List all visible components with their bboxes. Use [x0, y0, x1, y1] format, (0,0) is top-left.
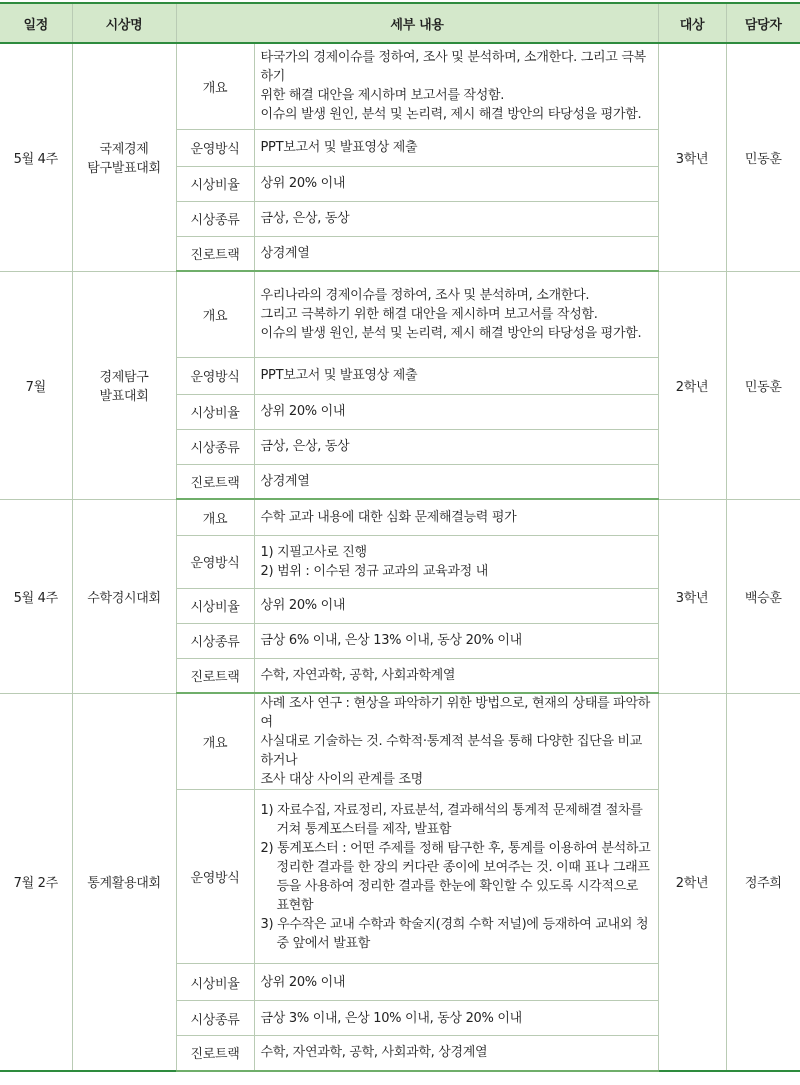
detail-content — [254, 271, 658, 357]
detail-text-line: 사례 조사 연구 : 현상을 파악하기 위한 방법으로, 현재의 상태를 파악하여 — [260, 696, 650, 730]
schedule-cell: 7월 2주 — [0, 693, 72, 1071]
header-manager: 담당자 — [726, 3, 800, 43]
detail-text-line: 상위 20% 이내 — [260, 404, 346, 419]
detail-list-item: 3) 우수작은 교내 수학과 학술지(경희 수학 저널)에 등재하여 교내외 청중 앞에서 발표함 — [260, 916, 649, 951]
detail-content — [254, 394, 658, 429]
detail-label: 시상종류 — [176, 623, 254, 658]
award-name-line: 경제탐구 — [99, 370, 149, 385]
detail-content — [254, 43, 658, 129]
detail-content — [254, 357, 658, 394]
detail-text-line: PPT보고서 및 발표영상 제출 — [260, 368, 418, 383]
detail-content — [254, 790, 658, 964]
award-name-cell — [72, 499, 176, 693]
detail-label: 진로트랙 — [176, 658, 254, 693]
target-cell: 2학년 — [658, 693, 726, 1071]
detail-content — [254, 693, 658, 790]
detail-text-line: 금상 6% 이내, 은상 13% 이내, 동상 20% 이내 — [260, 633, 522, 648]
manager-cell: 정주희 — [726, 693, 800, 1071]
table-row — [0, 43, 800, 129]
detail-content — [254, 535, 658, 588]
detail-text-line: 타국가의 경제이슈를 정하여, 조사 및 분석하며, 소개한다. 그리고 극복하기 — [260, 50, 646, 85]
award-name-line: 국제경제 — [99, 142, 149, 158]
detail-text-line: 상경계열 — [260, 473, 310, 489]
detail-content — [254, 129, 658, 166]
detail-content — [254, 588, 658, 623]
detail-label: 개요 — [176, 43, 254, 129]
detail-text-line: 상위 20% 이내 — [260, 974, 346, 990]
award-name-cell — [72, 693, 176, 1071]
award-name-cell — [72, 43, 176, 271]
detail-text-line: 상경계열 — [260, 245, 310, 261]
detail-text-line: 금상, 은상, 동상 — [260, 439, 350, 454]
detail-label: 시상종류 — [176, 1001, 254, 1036]
manager-cell: 백승훈 — [726, 499, 800, 693]
detail-label: 진로트랙 — [176, 236, 254, 271]
detail-text-line: 수학, 자연과학, 공학, 사회과학, 상경계열 — [260, 1045, 488, 1061]
award-name-cell — [72, 271, 176, 499]
manager-cell: 민동훈 — [726, 43, 800, 271]
detail-content — [254, 964, 658, 1001]
detail-content — [254, 201, 658, 236]
detail-list-item: 2) 통계포스터 : 어떤 주제를 정해 탐구한 후, 통계를 이용하여 분석하고 정리한 결과를 한 장의 커다란 종이에 보여주는 것. 이때 표나 그래프 등을 사용하여 정리한 결과를 한눈에 확인할 수 있도록 시각적으로 표현함 — [260, 840, 651, 913]
schedule-cell: 7월 — [0, 271, 72, 499]
detail-text-line: 상위 20% 이내 — [260, 598, 346, 613]
detail-text-line: PPT보고서 및 발표영상 제출 — [260, 140, 418, 155]
table-row — [0, 499, 800, 535]
detail-content — [254, 658, 658, 693]
detail-label: 시상비율 — [176, 166, 254, 201]
detail-content — [254, 623, 658, 658]
detail-text-line: 수학 교과 내용에 대한 심화 문제해결능력 평가 — [260, 509, 517, 525]
detail-label: 개요 — [176, 499, 254, 535]
detail-label: 개요 — [176, 693, 254, 790]
header-award-name: 시상명 — [72, 3, 176, 43]
header-target: 대상 — [658, 3, 726, 43]
detail-content — [254, 499, 658, 535]
table-row — [0, 693, 800, 790]
award-name-line: 통계활용대회 — [87, 876, 161, 891]
header-row — [0, 3, 800, 43]
table-row — [0, 271, 800, 357]
detail-text-line: 상위 20% 이내 — [260, 176, 346, 191]
header-details: 세부 내용 — [176, 3, 658, 43]
detail-label: 진로트랙 — [176, 1036, 254, 1071]
detail-text-line: 1) 지필고사로 진행 — [260, 544, 367, 560]
award-schedule-table — [0, 2, 800, 1072]
detail-label: 운영방식 — [176, 535, 254, 588]
detail-label: 개요 — [176, 271, 254, 357]
detail-text-line: 사실대로 기술하는 것. 수학적·통계적 분석을 통해 다양한 집단을 비교하거나 — [260, 734, 643, 768]
manager-cell: 민동훈 — [726, 271, 800, 499]
detail-label: 시상종류 — [176, 201, 254, 236]
detail-content — [254, 1036, 658, 1071]
detail-label: 운영방식 — [176, 357, 254, 394]
target-cell: 2학년 — [658, 271, 726, 499]
detail-content — [254, 1001, 658, 1036]
detail-text-line: 2) 범위 : 이수된 정규 교과의 교육과정 내 — [260, 563, 489, 579]
schedule-cell: 5월 4주 — [0, 43, 72, 271]
detail-label: 시상비율 — [176, 964, 254, 1001]
detail-label: 진로트랙 — [176, 464, 254, 499]
detail-content — [254, 166, 658, 201]
detail-text-line: 수학, 자연과학, 공학, 사회과학계열 — [260, 667, 456, 683]
detail-text-line: 위한 해결 대안을 제시하며 보고서를 작성함. — [260, 88, 505, 104]
award-name-line: 수학경시대회 — [87, 590, 161, 606]
detail-list-item: 1) 자료수집, 자료정리, 자료분석, 결과해석의 통계적 문제해결 절차를 거쳐 통계포스터를 제작, 발표함 — [260, 802, 643, 837]
detail-text-line: 이슈의 발생 원인, 분석 및 논리력, 제시 해결 방안의 타당성을 평가함. — [260, 325, 642, 341]
detail-content — [254, 429, 658, 464]
detail-content — [254, 464, 658, 499]
detail-text-line: 조사 대상 사이의 관계를 조명 — [260, 772, 423, 787]
detail-text-line: 금상, 은상, 동상 — [260, 211, 350, 226]
header-schedule: 일정 — [0, 3, 72, 43]
schedule-cell: 5월 4주 — [0, 499, 72, 693]
award-name-line: 발표대회 — [99, 389, 149, 404]
detail-label: 시상비율 — [176, 588, 254, 623]
target-cell: 3학년 — [658, 43, 726, 271]
detail-text-line: 그리고 극복하기 위한 해결 대안을 제시하며 보고서를 작성함. — [260, 306, 598, 322]
detail-label: 시상비율 — [176, 394, 254, 429]
detail-text-line: 금상 3% 이내, 은상 10% 이내, 동상 20% 이내 — [260, 1010, 522, 1026]
detail-label: 운영방식 — [176, 790, 254, 964]
award-name-line: 탐구발표대회 — [87, 161, 161, 177]
detail-text-line: 이슈의 발생 원인, 분석 및 논리력, 제시 해결 방안의 타당성을 평가함. — [260, 107, 642, 123]
detail-label: 시상종류 — [176, 429, 254, 464]
detail-label: 운영방식 — [176, 129, 254, 166]
target-cell: 3학년 — [658, 499, 726, 693]
detail-text-line: 우리나라의 경제이슈를 정하여, 조사 및 분석하며, 소개한다. — [260, 287, 590, 303]
detail-content — [254, 236, 658, 271]
